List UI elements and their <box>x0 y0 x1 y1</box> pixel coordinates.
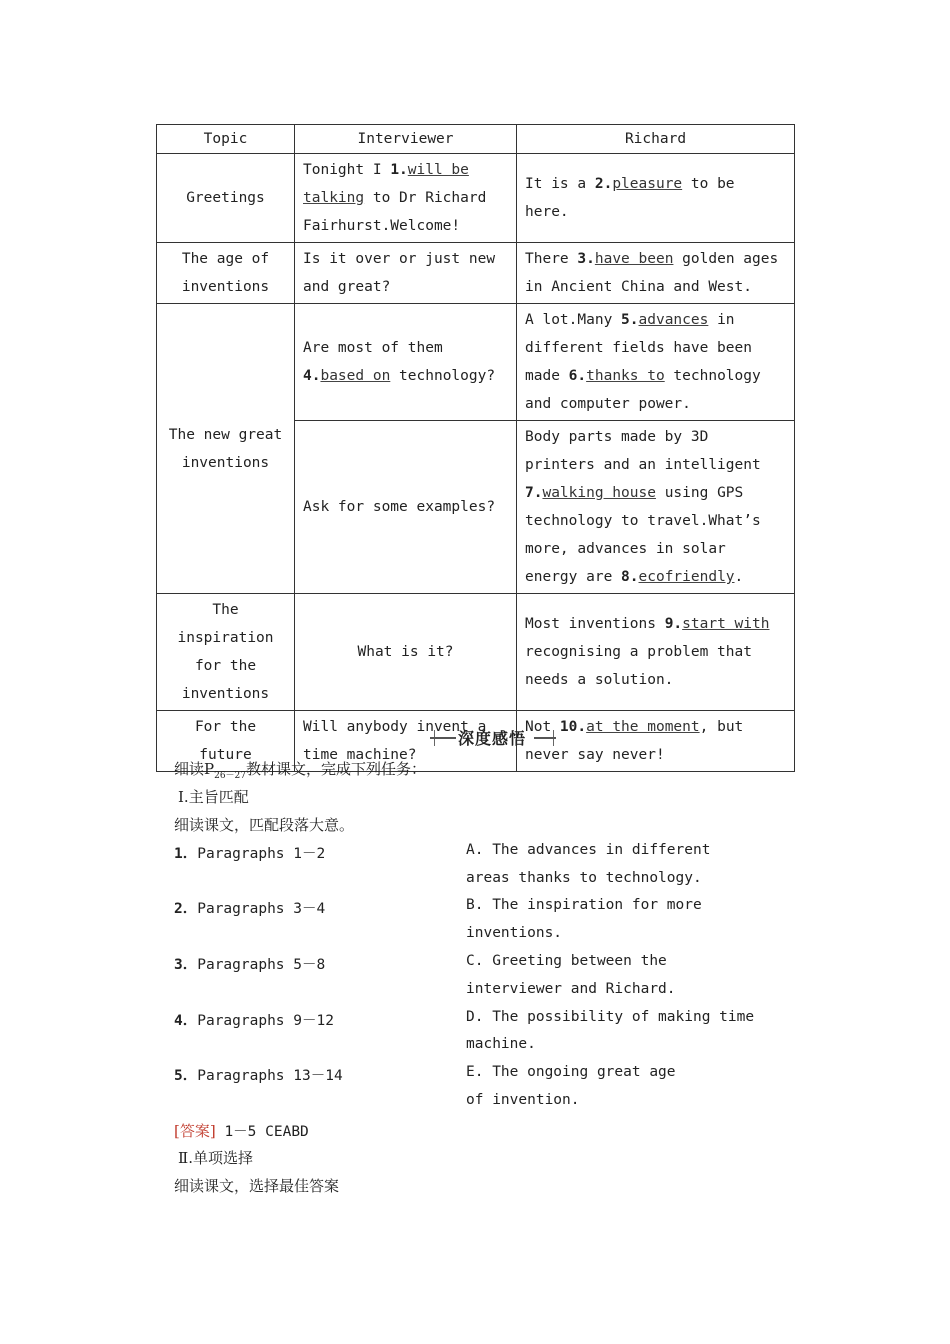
match-item <box>174 1064 343 1085</box>
match-option: E. The ongoing great age <box>466 1064 676 1080</box>
topic-cell: The inspiration for the inventions <box>157 594 295 711</box>
cell-text: using GPS technology to travel.What’s more, advances in solar energy are <box>525 485 761 585</box>
blank-answer: have been <box>594 251 674 267</box>
table-header-row <box>157 125 795 154</box>
table-row-new-great-a <box>157 304 795 421</box>
cell-text: golden ages in Ancient China and West. <box>525 251 779 295</box>
answer-line <box>174 1120 309 1141</box>
blank-answer: start with <box>682 616 770 632</box>
blank-answer: advances <box>638 312 709 328</box>
richard-cell <box>517 243 795 304</box>
section-banner <box>430 726 556 748</box>
match-option-cont: areas thanks to technology. <box>466 870 702 886</box>
cell-text: in different fields have been made <box>525 312 752 384</box>
match-option: A. The advances in different <box>466 842 711 858</box>
blank-answer: ecofriendly <box>638 569 735 585</box>
cell-text: to be here. <box>525 176 735 220</box>
cell-text: Most inventions <box>525 616 665 632</box>
banner-left-rule <box>430 737 456 739</box>
interviewer-cell: What is it? <box>295 594 517 711</box>
match-option-cont: of invention. <box>466 1092 580 1108</box>
richard-cell <box>517 421 795 594</box>
match-item <box>174 1009 334 1030</box>
item-number: 3． <box>174 957 198 973</box>
item-number: 1． <box>174 846 198 862</box>
cell-text: Tonight I <box>303 162 391 178</box>
topic-cell: The new great inventions <box>157 304 295 594</box>
richard-cell <box>517 304 795 421</box>
match-item <box>174 897 325 918</box>
match-option-cont: machine. <box>466 1036 536 1052</box>
interviewer-cell <box>295 304 517 421</box>
intro-subscript: 26－27 <box>214 771 246 781</box>
cell-text: Not <box>525 719 560 735</box>
match-option-cont: inventions. <box>466 925 563 941</box>
table-row-age <box>157 243 795 304</box>
richard-cell <box>517 154 795 243</box>
blank-number: 1. <box>390 162 408 178</box>
item-paragraphs: Paragraphs 1－2 <box>197 846 326 862</box>
item-number: 4． <box>174 1013 198 1029</box>
blank-number: 3. <box>577 251 595 267</box>
match-option: B. The inspiration for more <box>466 897 702 913</box>
item-number: 5． <box>174 1068 198 1084</box>
blank-number: 5. <box>621 312 639 328</box>
blank-answer: will be talking <box>303 162 469 206</box>
item-paragraphs: Paragraphs 13－14 <box>197 1068 343 1084</box>
interviewer-cell: Ask for some examples? <box>295 421 517 594</box>
item-paragraphs: Paragraphs 3－4 <box>197 901 326 917</box>
cell-text: to Dr Richard Fairhurst.Welcome! <box>303 190 487 234</box>
blank-number: 9. <box>664 616 683 632</box>
cell-text: A lot.Many <box>525 312 622 328</box>
match-option-cont: interviewer and Richard. <box>466 981 676 997</box>
match-option: D. The possibility of making time <box>466 1009 755 1025</box>
blank-number: 4. <box>303 368 321 384</box>
item-paragraphs: Paragraphs 9－12 <box>197 1013 334 1029</box>
banner-title: 深度感悟 <box>458 729 527 748</box>
topic-cell: Greetings <box>157 154 295 243</box>
cell-text: There <box>525 251 578 267</box>
banner-right-rule <box>534 737 556 739</box>
section2-instruction: 细读课文，选择最佳答案 <box>174 1177 340 1195</box>
table-row-inspiration <box>157 594 795 711</box>
section2-title: Ⅱ.单项选择 <box>178 1149 253 1167</box>
match-item <box>174 953 325 974</box>
intro-text-post: 教材课文，完成下列任务： <box>246 760 427 778</box>
header-richard: Richard <box>517 125 795 154</box>
header-interviewer: Interviewer <box>295 125 517 154</box>
topic-cell: For the future <box>157 711 295 772</box>
cell-text: It is a <box>525 176 595 192</box>
blank-answer: based on <box>320 368 391 384</box>
match-item <box>174 842 325 863</box>
match-option: C. Greeting between the <box>466 953 667 969</box>
blank-number: 8. <box>621 569 639 585</box>
interviewer-cell <box>295 154 517 243</box>
intro-text-pre: 细读P <box>174 760 215 778</box>
item-number: 2． <box>174 901 198 917</box>
item-paragraphs: Paragraphs 5－8 <box>197 957 326 973</box>
cell-text: technology? <box>390 368 496 384</box>
interviewer-cell: Is it over or just new and great? <box>295 243 517 304</box>
topic-cell: The age of inventions <box>157 243 295 304</box>
header-topic: Topic <box>157 125 295 154</box>
intro-line <box>174 758 426 781</box>
cell-text: , but never say never! <box>525 719 744 763</box>
answer-tag: [答案] <box>174 1122 216 1140</box>
interviewer-cell: Will anybody invent a time machine? <box>295 711 517 772</box>
answer-text: 1－5 CEABD <box>215 1124 309 1140</box>
interview-summary-table <box>156 124 795 772</box>
blank-answer: pleasure <box>612 176 683 192</box>
blank-number: 6. <box>568 368 587 384</box>
richard-cell <box>517 711 795 772</box>
table-row-greetings <box>157 154 795 243</box>
blank-answer: thanks to <box>586 368 665 384</box>
section1-instruction: 细读课文，匹配段落大意。 <box>174 816 355 834</box>
cell-text: technology and computer power. <box>525 368 761 412</box>
blank-answer: walking house <box>542 485 656 501</box>
blank-number: 2. <box>594 176 613 192</box>
richard-cell <box>517 594 795 711</box>
cell-text: recognising a problem that needs a solution. <box>525 644 752 688</box>
section1-title: Ⅰ.主旨匹配 <box>178 788 249 806</box>
cell-text: Are most of them <box>303 340 443 356</box>
blank-answer: at the moment <box>586 719 700 735</box>
blank-number: 10. <box>559 719 587 735</box>
cell-text: Body parts made by 3D printers and an intelligent <box>525 429 761 473</box>
cell-text: . <box>734 569 744 585</box>
blank-number: 7. <box>525 485 543 501</box>
